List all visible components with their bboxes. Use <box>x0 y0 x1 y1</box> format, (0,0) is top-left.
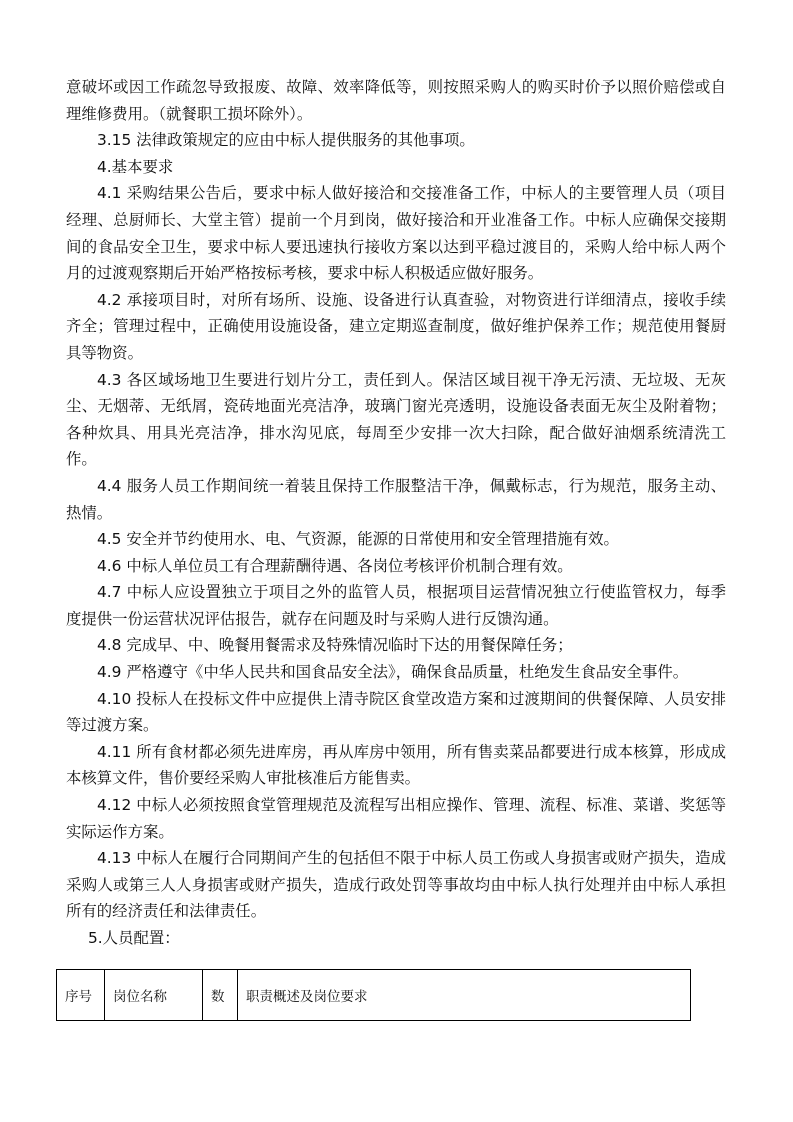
paragraph-4-3: 4.3 各区域场地卫生要进行划片分工，责任到人。保洁区域目视干净无污渍、无垃圾、无灰尘、无烟蒂、无纸屑，瓷砖地面光亮洁净，玻璃门窗光亮透明，设施设备表面无灰尘及附着物；各种炊具、用具光亮洁净，排水沟见底，每周至少安排一次大扫除，配合做好油烟系统清洗工作。 <box>66 370 726 469</box>
header-cell-sequence: 序号 <box>57 970 105 1021</box>
paragraph-4-7: 4.7 中标人应设置独立于项目之外的监管人员，根据项目运营情况独立行使监管权力，每季度提供一份运营状况评估报告，就存在问题及时与采购人进行反馈沟通。 <box>66 583 726 628</box>
paragraph-4-4: 4.4 服务人员工作期间统一着装且保持工作服整洁干净，佩戴标志，行为规范，服务主动、热情。 <box>66 476 726 522</box>
paragraph-3-15: 3.15 法律政策规定的应由中标人提供服务的其他事项。 <box>97 131 475 150</box>
section-heading-4: 4.基本要求 <box>97 157 174 176</box>
paragraph-3-14-continued: 意破坏或因工作疏忽导致报废、故障、效率降低等，则按照采购人的购买时价予以照价赔偿或自理维修费用。（就餐职工损坏除外）。 <box>66 78 726 123</box>
header-cell-count: 数 <box>203 970 238 1021</box>
paragraph-4-11: 4.11 所有食材都必须先进库房，再从库房中领用，所有售卖菜品都要进行成本核算，形成成本核算文件，售价要经采购人审批核准后方能售卖。 <box>66 742 726 788</box>
paragraph-4-13: 4.13 中标人在履行合同期间产生的包括但不限于中标人员工伤或人身损害或财产损失，造成采购人或第三人人身损害或财产损失，造成行政处罚等事故均由中标人执行处理并由中标人承担所有的经济责任和法律责任。 <box>66 849 726 921</box>
paragraph-4-6: 4.6 中标人单位员工有合理薪酬待遇、各岗位考核评价机制合理有效。 <box>97 556 573 575</box>
paragraph-4-5: 4.5 安全并节约使用水、电、气资源，能源的日常使用和安全管理措施有效。 <box>97 530 619 549</box>
paragraph-4-9: 4.9 严格遵守《中华人民共和国食品安全法》，确保食品质量，杜绝发生食品安全事件。 <box>97 663 689 682</box>
header-cell-duties: 职责概述及岗位要求 <box>238 970 691 1021</box>
staff-table <box>56 969 691 1021</box>
document-body <box>66 74 726 952</box>
paragraph-4-12: 4.12 中标人必须按照食堂管理规范及流程写出相应操作、管理、流程、标准、菜谱、奖惩等实际运作方案。 <box>66 796 726 841</box>
paragraph-4-1: 4.1 采购结果公告后，要求中标人做好接洽和交接准备工作，中标人的主要管理人员（项目经理、总厨师长、大堂主管）提前一个月到岗，做好接洽和开业准备工作。中标人应确保交接期间的食品安全卫生，要求中标人要迅速执行接收方案以达到平稳过渡目的，采购人给中标人两个月的过渡观察期后开始严格按标考核，要求中标人积极适应做好服务。 <box>66 184 726 283</box>
section-heading-5: 5.人员配置： <box>88 929 180 947</box>
paragraph-4-2: 4.2 承接项目时，对所有场所、设施、设备进行认真查验，对物资进行详细清点，接收手续齐全；管理过程中，正确使用设施设备，建立定期巡查制度，做好维护保养工作；规范使用餐厨具等物资。 <box>66 290 726 362</box>
paragraph-4-8: 4.8 完成早、中、晚餐用餐需求及特殊情况临时下达的用餐保障任务； <box>97 636 573 655</box>
paragraph-4-10: 4.10 投标人在投标文件中应提供上清寺院区食堂改造方案和过渡期间的供餐保障、人员安排等过渡方案。 <box>66 689 726 735</box>
table-header-row <box>57 970 691 1021</box>
header-cell-position-name: 岗位名称 <box>105 970 203 1021</box>
